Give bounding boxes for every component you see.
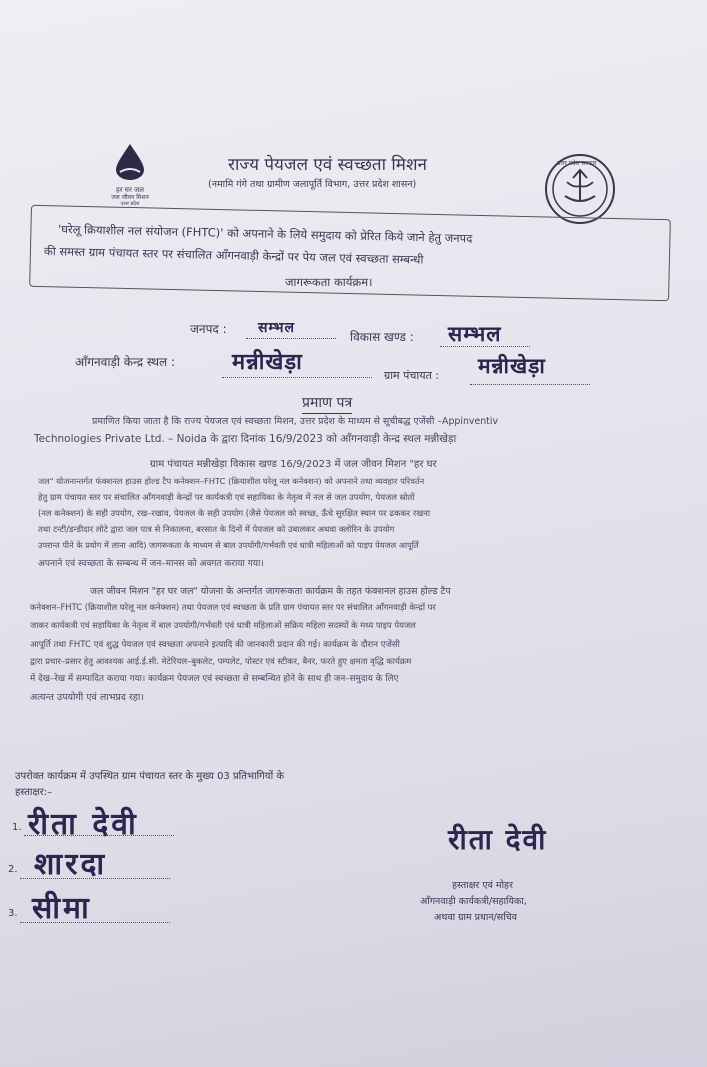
para1-line-8: उपरान्त पीने के प्रयोग में लाना आदि) जागरूकता के माध्यम से बाल उपयोगी/गर्भवती एवं धात्री महिलाओं को पाइप पेयजल आपूर्ति bbox=[38, 540, 419, 550]
seal-text: उत्तर प्रदेश सरकार bbox=[557, 160, 597, 167]
para2-line-2: कनेक्शन–FHTC (क्रियाशील घरेलू नल कनेक्शन) तथा पेयजल एवं स्वच्छता के प्रति ग्राम पंचायत स्तर पर संचालित आँगनवाड़ी केन्द्रों पर bbox=[30, 602, 436, 612]
para2-line-1: जल जीवन मिशन "हर घर जल" योजना के अन्तर्गत जागरूकता कार्यक्रम के तहत फंक्शनल हाउस होल्ड टैप bbox=[90, 586, 451, 597]
anganwadi-value: मन्नीखेड़ा bbox=[232, 349, 303, 375]
para1-line-7: तथा टन्टी/डन्डीदार लोटे द्वारा जल पात्र से निकालना, बरसात के दिनों में पेयजल को उबालकर अथवा क्लोरिन के उपयोग bbox=[38, 524, 395, 534]
logo-text-1: हर घर जल bbox=[116, 186, 144, 194]
para1-line-9: अपनाने एवं स्वच्छता के सम्बन्ध में जन–मानस को अवगत कराया गया। bbox=[38, 559, 264, 569]
para2-line-4: आपूर्ति तथा FHTC एवं शुद्ध पेयजल एवं स्वच्छता अपनाने इत्यादि की जानकारी प्रदान की गई। कार्यक्रम के दौरान एजेंसी bbox=[30, 640, 400, 650]
notice-line-1: 'घरेलू क्रियाशील नल संयोजन (FHTC)' को अपनाने के लिये समुदाय को प्रेरित किये जाने हेतु जनपद bbox=[57, 222, 473, 246]
notice-line-2: की समस्त ग्राम पंचायत स्तर पर संचालित आँगनवाड़ी केन्द्रों पर पेय जल एवं स्वच्छता सम्बन्धी bbox=[43, 244, 424, 267]
participant-1-number: 1. bbox=[12, 822, 22, 833]
certificate-title: प्रमाण पत्र bbox=[302, 393, 352, 414]
para2-line-6: में देख–रेख में सम्पादित कराया गया। कार्यक्रम पेयजल एवं स्वच्छता से सम्बन्धित होने के साथ ही जन–समुदाय के लिए bbox=[30, 674, 399, 684]
para1-line-1: प्रमाणित किया जाता है कि राज्य पेयजल एवं स्वच्छता मिशन, उत्तर प्रदेश के माध्यम से सूचीबद्ध एजेंसी –Appinventiv bbox=[92, 416, 499, 427]
participant-3-number: 3. bbox=[8, 908, 18, 919]
signatory-signature: रीता देवी bbox=[448, 823, 548, 856]
para2-line-3: जाकर कार्यकत्री एवं सहायिका के नेतृत्व में बाल उपयोगी/गर्भवती एवं धात्री महिलाओं सक्रिय महिला सदस्यों के मध्य पाइप पेयजल bbox=[30, 620, 416, 630]
para1-line-2: Technologies Private Ltd. – Noida के द्वारा दिनांक 16/9/2023 को आँगनवाड़ी केन्द्र स्थल मन्नीखेड़ा bbox=[34, 433, 457, 445]
participant-1-signature: रीता देवी bbox=[28, 807, 139, 842]
para1-line-3: ग्राम पंचायत मन्नीखेड़ा विकास खण्ड 16/9/2023 में जल जीवन मिशन "हर घर bbox=[150, 459, 437, 470]
org-subtitle: (नमामि गंगे तथा ग्रामीण जलापूर्ति विभाग, उत्तर प्रदेश शासन) bbox=[208, 179, 417, 190]
para2-line-5: द्वारा प्रचार–प्रसार हेतु आवश्यक आई.ई.सी. मेटेरियल–बुकलेट, पम्पलेट, पोस्टर एवं स्टीकर, बैनर, फरते हुए क्षमता वृद्धि कार्यक्रम bbox=[30, 656, 412, 666]
participants-intro-2: हस्ताक्षर:– bbox=[15, 787, 53, 798]
para1-line-4: जल" योजनान्तर्गत फंक्शनल हाउस होल्ड टैप कनेक्शन–FHTC (क्रियाशील घरेलू नल कनेक्शन) को अपनाने तथा व्यवहार परिवर्तन bbox=[38, 476, 425, 486]
water-drop-icon bbox=[102, 142, 158, 182]
participant-2-number: 2. bbox=[8, 864, 18, 875]
gram-panchayat-label: ग्राम पंचायत : bbox=[384, 369, 440, 382]
org-name: राज्य पेयजल एवं स्वच्छता मिशन bbox=[228, 155, 427, 175]
notice-line-3: जागरूकता कार्यक्रम। bbox=[285, 275, 373, 289]
vikas-khand-label: विकास खण्ड : bbox=[350, 330, 414, 344]
anganwadi-label: आँगनवाड़ी केन्द्र स्थल : bbox=[75, 355, 176, 369]
janpad-dotline bbox=[246, 338, 336, 339]
logo-text-2: जल जीवन मिशन bbox=[111, 194, 149, 201]
gram-panchayat-value: मन्नीखेड़ा bbox=[478, 353, 546, 378]
signatory-line-2: आँगनवाड़ी कार्यकत्री/सहायिका, bbox=[420, 896, 527, 907]
janpad-label: जनपद : bbox=[190, 322, 227, 336]
jal-jeevan-mission-logo bbox=[102, 142, 158, 212]
vikas-khand-value: सम्भल bbox=[448, 321, 502, 346]
gram-panchayat-dotline bbox=[470, 384, 590, 385]
janpad-value: सम्भल bbox=[258, 320, 295, 336]
anganwadi-dotline bbox=[222, 377, 372, 378]
logo-text-3: उत्तर प्रदेश bbox=[120, 201, 140, 207]
signatory-line-3: अथवा ग्राम प्रधान/सचिव bbox=[434, 912, 517, 923]
up-government-seal bbox=[543, 152, 617, 226]
signatory-line-1: हस्ताक्षर एवं मोहर bbox=[452, 880, 513, 891]
para1-line-5: हेतु ग्राम पंचायत स्तर पर संचालित आँगनवाड़ी केन्द्रों पर कार्यकत्री एवं सहायिका के नेतृत्व में नल से जल उपयोग, पेयजल स्रोतों bbox=[38, 492, 415, 502]
participant-3-signature: सीमा bbox=[32, 891, 92, 926]
participants-intro-1: उपरोक्त कार्यक्रम में उपस्थित ग्राम पंचायत स्तर के मुख्य 03 प्रतिभागियों के bbox=[15, 771, 285, 782]
para2-line-7: अत्यन्त उपयोगी एवं लाभप्रद रहा। bbox=[30, 692, 144, 703]
para1-line-6: (नल कनेक्शन) के सही उपयोग, रख–रखाव, पेयजल के सही उपयोग (जैसे पेयजल को स्वच्छ, ऊँचे सुरक्षित स्थान पर ढककर रखना bbox=[38, 508, 430, 518]
participant-2-signature: शारदा bbox=[34, 847, 108, 882]
